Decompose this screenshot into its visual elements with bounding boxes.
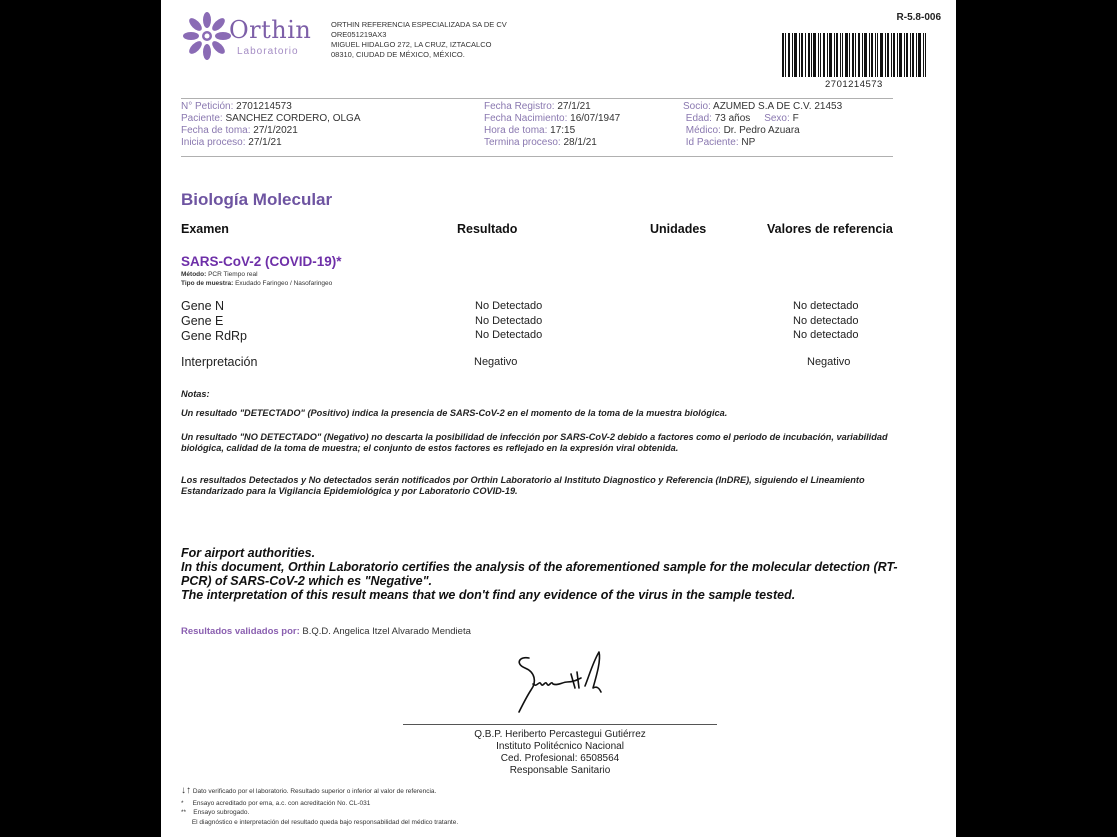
fecha-toma-value: 27/1/2021 (253, 125, 298, 136)
document-code: R-5.8-006 (896, 12, 941, 23)
peticion-value: 2701214573 (236, 101, 292, 112)
fecha-toma-label: Fecha de toma: (181, 125, 251, 136)
validation-line (181, 626, 471, 637)
patient-info-col1 (181, 101, 361, 149)
termina-proceso-label: Termina proceso: (484, 137, 561, 148)
id-paciente-value: NP (741, 137, 756, 148)
fecha-nacimiento-value: 16/07/1947 (570, 113, 621, 124)
id-paciente-label: Id Paciente: (685, 137, 739, 148)
col-referencia: Valores de referencia (767, 222, 893, 236)
metodo-value: PCR Tiempo real (208, 271, 258, 278)
airport-line: For airport authorities. (181, 546, 316, 560)
signer-institute: Instituto Politécnico Nacional (496, 741, 624, 752)
footer-final-note (181, 818, 458, 827)
validation-name: B.Q.D. Angelica Itzel Alvarado Mendieta (302, 626, 471, 637)
sexo-label: Sexo: (764, 113, 790, 124)
hora-toma-value: 17:15 (550, 125, 576, 136)
socio-value: AZUMED S.A DE C.V. 21453 (713, 101, 843, 112)
test-name: SARS-CoV-2 (COVID-19)* (181, 254, 342, 269)
validation-label: Resultados validados por: (181, 626, 300, 637)
sexo-value: F (792, 113, 799, 124)
address-line: 08310, CIUDAD DE MÉXICO, MÉXICO. (331, 50, 465, 59)
edad-value: 73 años (714, 113, 751, 124)
result-row-result: Negativo (474, 356, 518, 368)
address-line: ORTHIN REFERENCIA ESPECIALIZADA SA DE CV (331, 20, 507, 29)
fecha-registro-value: 27/1/21 (557, 101, 591, 112)
peticion-label: N° Petición: (181, 101, 234, 112)
orthin-logo (181, 10, 311, 62)
result-row-reference: Negativo (807, 356, 851, 368)
col-examen: Examen (181, 222, 229, 236)
footer-note-text: Ensayo acreditado por ema, a.c. con acreditación No. CL-031 (192, 800, 371, 807)
note-paragraph: Un resultado "NO DETECTADO" (Negativo) no descarta la posibilidad de infección por SARS-CoV-2 debido a factores como el periodo de incubación, variabilidad biológica, calidad de la toma de muestra; el conjunto de estos factores es reflejado en la expresión viral obtenida. (181, 432, 888, 453)
patient-info-col2 (484, 101, 620, 149)
result-row-reference: No detectado (793, 300, 859, 312)
address-line: ORE051219AX3 (331, 30, 387, 39)
airport-line: In this document, Orthin Laboratorio certifies the analysis of the aforementioned sample for the molecular detection (RT-PCR) of SARS-CoV-2 which es "Negative". (181, 560, 898, 588)
metodo-label: Método: (181, 271, 207, 278)
airport-line: The interpretation of this result means that we don't find any evidence of the virus in the sample tested. (181, 588, 796, 602)
paciente-value: SANCHEZ CORDERO, OLGA (225, 113, 361, 124)
fecha-registro-label: Fecha Registro: (484, 101, 555, 112)
signer-cedula: Ced. Profesional: 6508564 (500, 753, 620, 764)
signature-line (403, 724, 717, 725)
address-line: MIGUEL HIDALGO 272, LA CRUZ, IZTACALCO (331, 40, 492, 49)
paciente-label: Paciente: (181, 113, 223, 124)
signer-role: Responsable Sanitario (509, 765, 611, 776)
result-row-name: Gene E (181, 314, 224, 328)
result-row-reference: No detectado (793, 329, 859, 341)
up-down-arrows-icon: ↓↑ (181, 785, 191, 796)
edad-label: Edad: (685, 113, 712, 124)
divider (181, 98, 893, 99)
divider (181, 156, 893, 157)
lab-address (331, 20, 507, 60)
medico-label: Médico: (685, 125, 721, 136)
inicia-proceso-value: 27/1/21 (248, 137, 282, 148)
logo-wordmark: Orthin (229, 16, 312, 44)
termina-proceso-value: 28/1/21 (563, 137, 597, 148)
section-title: Biología Molecular (181, 190, 333, 209)
metodo-line (181, 271, 258, 278)
flower-logo-icon (181, 10, 233, 62)
footer-star1: * (181, 800, 184, 807)
col-resultado: Resultado (457, 222, 518, 236)
muestra-line (181, 280, 332, 287)
logo-subtext: Laboratorio (237, 46, 299, 57)
result-row-name: Gene N (181, 299, 225, 313)
footer-arrows-note (181, 786, 436, 796)
muestra-label: Tipo de muestra: (181, 280, 234, 287)
col-unidades: Unidades (650, 222, 707, 236)
airport-statement (181, 546, 901, 602)
note-paragraph: Un resultado "DETECTADO" (Positivo) indica la presencia de SARS-CoV-2 en el momento de la toma de la muestra biológica. (181, 408, 728, 418)
notes-title: Notas: (181, 389, 210, 399)
socio-label: Socio: (683, 101, 711, 112)
footer-note-text: El diagnóstico e interpretación del resultado queda bajo responsabilidad del médico tratante. (191, 819, 459, 826)
hora-toma-label: Hora de toma: (484, 125, 548, 136)
medico-value: Dr. Pedro Azuara (723, 125, 800, 136)
result-row-result: No Detectado (475, 300, 543, 312)
result-row-result: No Detectado (475, 315, 543, 327)
fecha-nacimiento-label: Fecha Nacimiento: (484, 113, 568, 124)
barcode-number: 2701214573 (825, 79, 883, 90)
result-row-reference: No detectado (793, 315, 859, 327)
patient-info-col3 (683, 101, 842, 149)
footer-note-text: Ensayo subrogado. (193, 809, 250, 816)
footer-star2: ** (181, 809, 187, 816)
footer-star2-note (181, 808, 249, 817)
footer-note-text: Dato verificado por el laboratorio. Resultado superior o inferior al valor de referencia. (192, 788, 437, 795)
signer-block (403, 729, 717, 777)
footer-star1-note (181, 799, 370, 808)
note-paragraph: Los resultados Detectados y No detectados serán notificados por Orthin Laboratorio al Instituto Diagnostico y Referencia (InDRE), siguiendo el Lineamiento Estandarizado para la Vigilancia Epidemiológica y por Laboratorio COVID-19. (181, 475, 865, 496)
result-row-name: Gene RdRp (181, 329, 248, 343)
signer-name: Q.B.P. Heriberto Percastegui Gutiérrez (474, 729, 646, 740)
muestra-value: Exudado Faringeo / Nasofaringeo (235, 280, 333, 287)
signature-image (511, 644, 611, 716)
inicia-proceso-label: Inicia proceso: (181, 137, 246, 148)
report-page (161, 0, 956, 837)
result-row-result: No Detectado (475, 329, 543, 341)
barcode (782, 33, 926, 77)
result-row-name: Interpretación (181, 355, 258, 369)
